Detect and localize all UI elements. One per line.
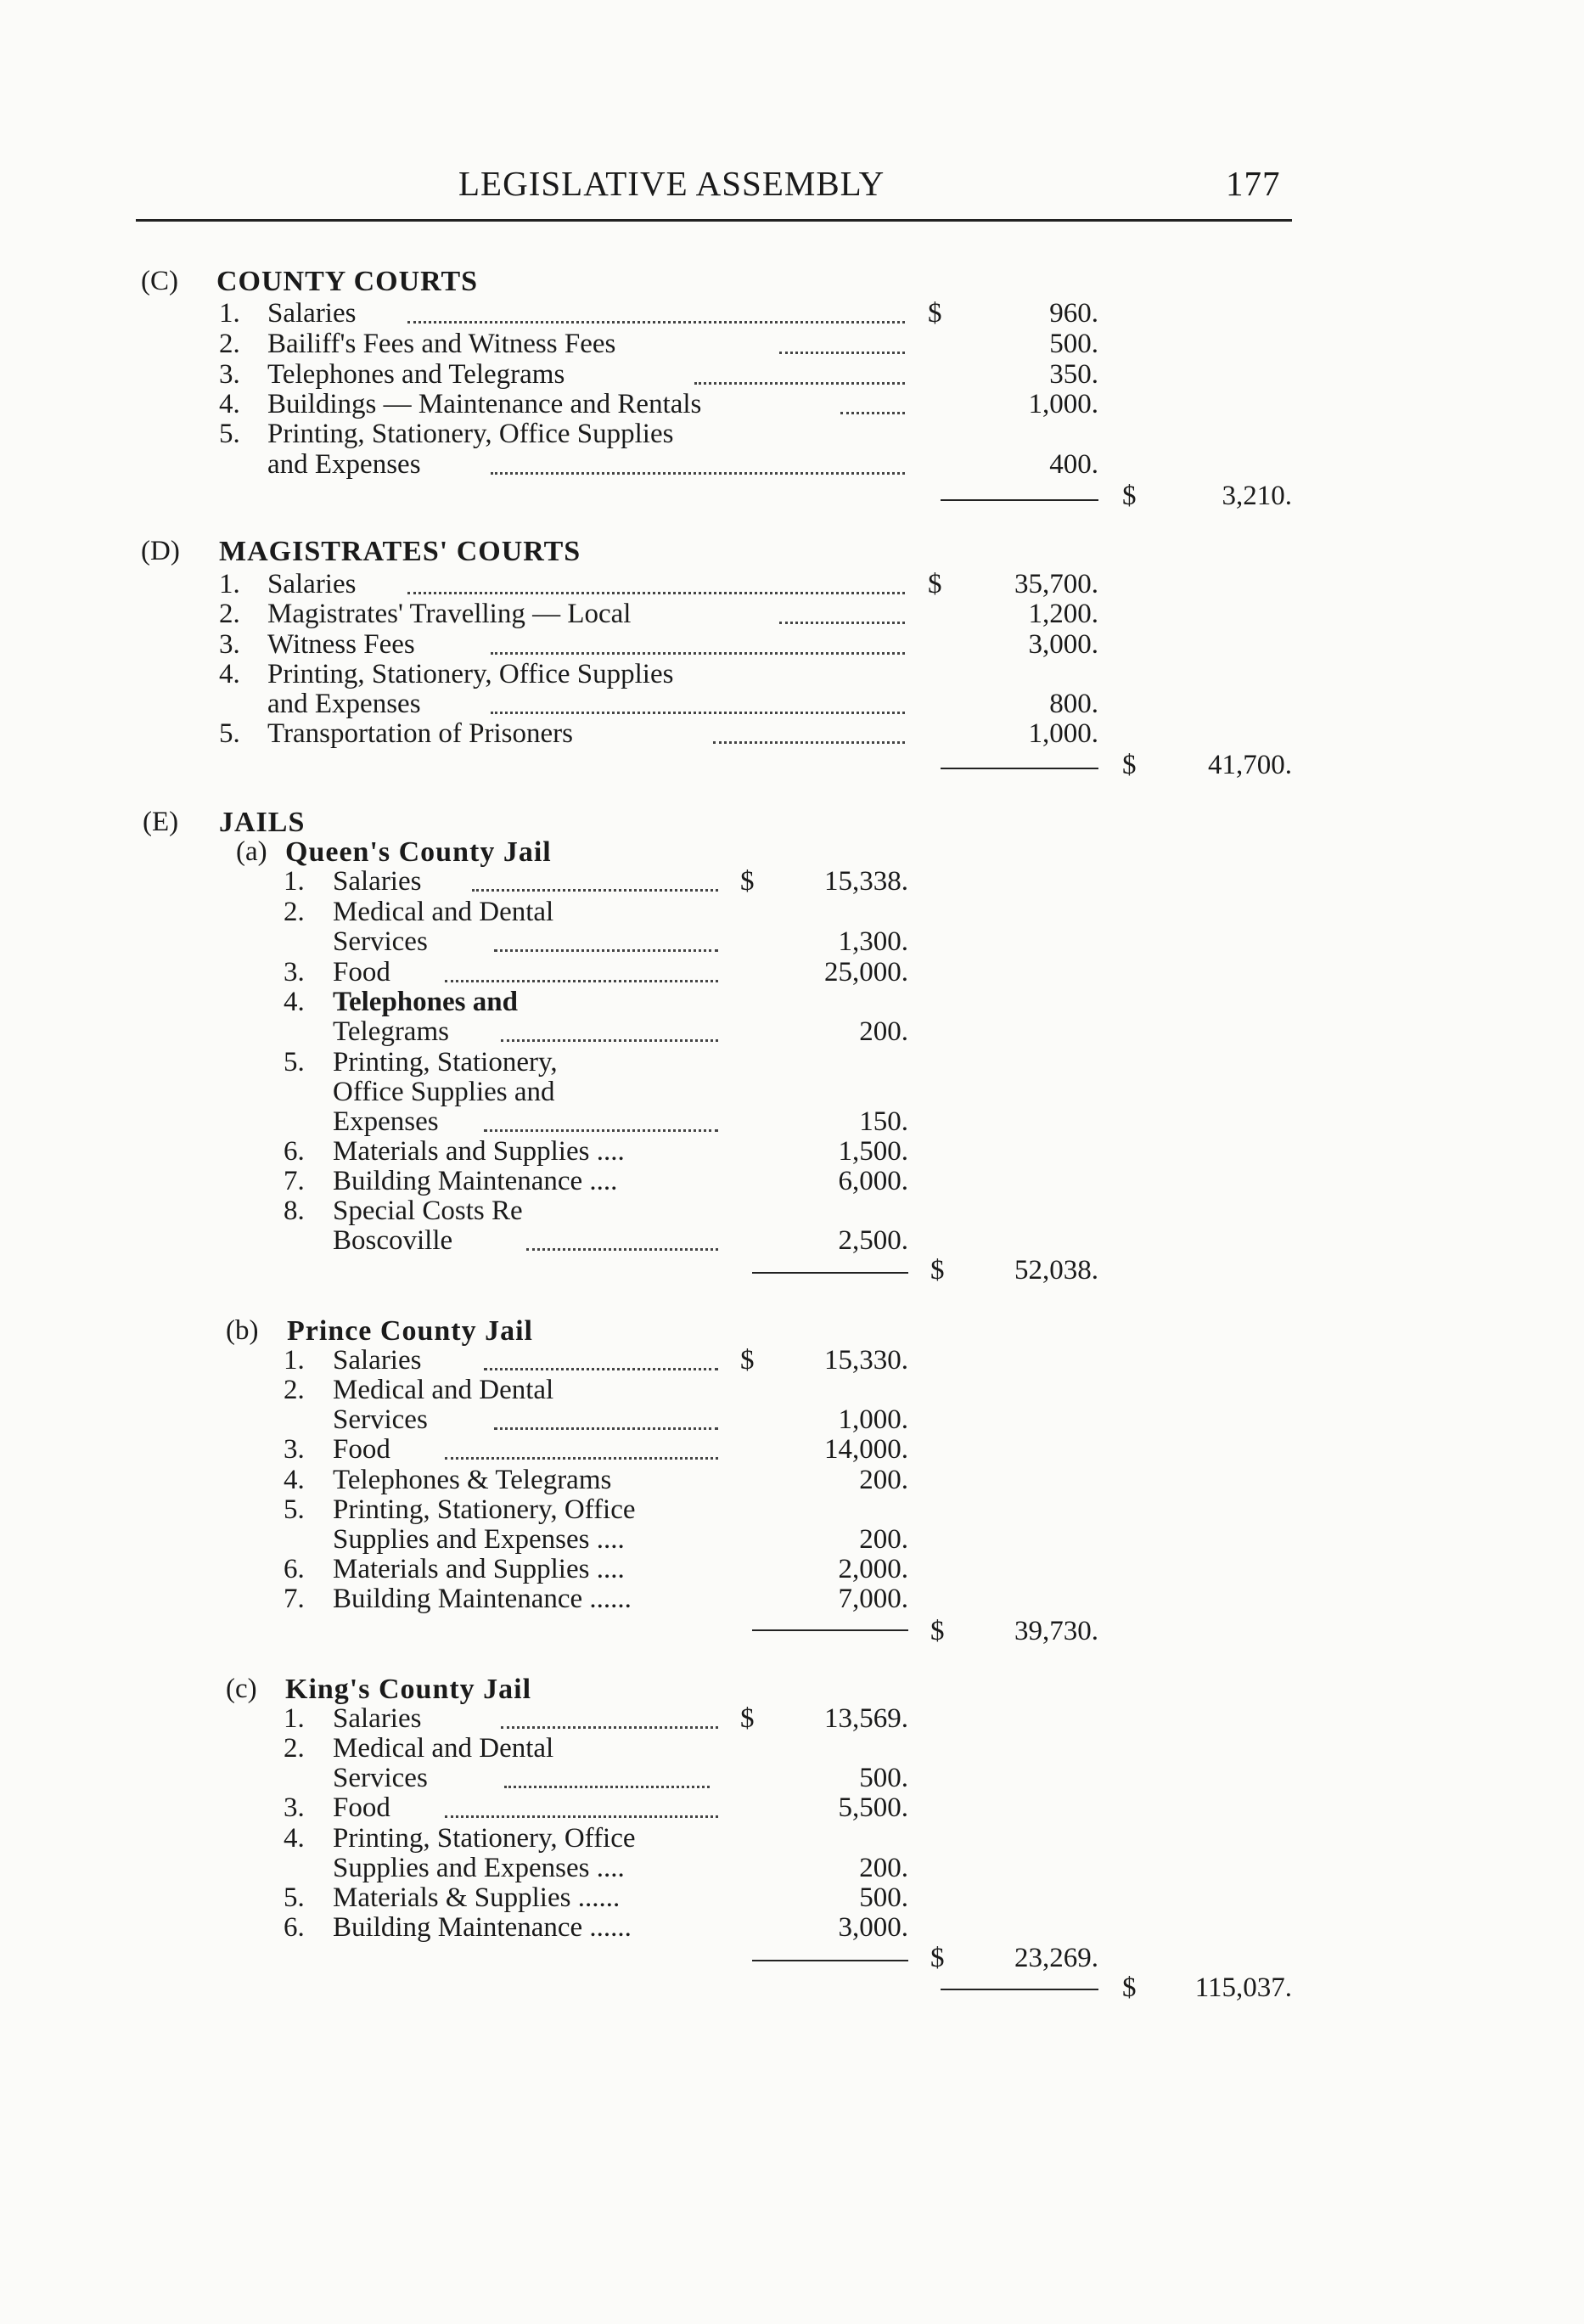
item-label: Building Maintenance ......: [333, 1912, 632, 1943]
item-number: 3.: [219, 359, 240, 390]
page-title: LEGISLATIVE ASSEMBLY: [458, 164, 885, 203]
subsection-letter: (a): [236, 836, 267, 867]
subsection-total: 23,269.: [1014, 1943, 1098, 1973]
subsection-title: King's County Jail: [285, 1674, 532, 1705]
section-letter: (D): [141, 536, 180, 566]
item-label: Printing, Stationery, Office: [333, 1494, 636, 1525]
item-label-cont: Services: [333, 1404, 428, 1435]
subtotal-rule: [941, 768, 1098, 769]
item-number: 3.: [284, 1792, 305, 1823]
item-amount: 1,000.: [1028, 389, 1098, 419]
item-amount: 1,000.: [838, 1404, 908, 1435]
item-amount: 15,330.: [824, 1345, 908, 1376]
item-amount: 200.: [859, 1465, 908, 1495]
subtotal-rule: [941, 1989, 1098, 1990]
dot-leader: [491, 652, 905, 655]
item-amount: 400.: [1049, 449, 1098, 480]
item-label: Transportation of Prisoners: [267, 718, 573, 749]
item-label-cont: Expenses: [333, 1106, 439, 1137]
dot-leader: [504, 1786, 710, 1788]
item-label: Medical and Dental: [333, 897, 554, 927]
dollar-sign: $: [930, 1255, 945, 1286]
item-label-cont: Office Supplies and: [333, 1077, 555, 1107]
dot-leader: [491, 712, 905, 714]
item-label: Telephones and Telegrams: [267, 359, 565, 390]
item-number: 5.: [219, 419, 240, 449]
item-number: 4.: [219, 659, 240, 689]
section-title: JAILS: [219, 807, 306, 838]
item-label: Salaries: [267, 298, 357, 329]
dollar-sign: $: [740, 866, 755, 897]
item-number: 2.: [219, 329, 240, 359]
item-number: 4.: [284, 1465, 305, 1495]
item-label: Materials and Supplies ....: [333, 1554, 625, 1584]
item-amount: 2,000.: [838, 1554, 908, 1584]
item-label: Magistrates' Travelling — Local: [267, 599, 632, 629]
item-amount: 13,569.: [824, 1703, 908, 1734]
dot-leader: [494, 949, 718, 952]
section-total: 115,037.: [1194, 1972, 1292, 2003]
item-amount: 5,500.: [838, 1792, 908, 1823]
item-number: 5.: [284, 1047, 305, 1078]
dollar-sign: $: [1122, 481, 1137, 511]
dot-leader: [779, 352, 905, 354]
item-label: Bailiff's Fees and Witness Fees: [267, 329, 616, 359]
subsection-letter: (c): [226, 1674, 257, 1704]
dot-leader: [491, 472, 905, 475]
item-amount: 200.: [859, 1016, 908, 1047]
item-label: Salaries: [333, 1703, 422, 1734]
item-number: 4.: [219, 389, 240, 419]
item-label: Materials and Supplies ....: [333, 1136, 625, 1167]
item-number: 2.: [284, 897, 305, 927]
item-number: 6.: [284, 1554, 305, 1584]
item-label: Building Maintenance ....: [333, 1166, 618, 1196]
item-amount: 800.: [1049, 689, 1098, 719]
item-label: Special Costs Re: [333, 1196, 523, 1226]
item-amount: 14,000.: [824, 1434, 908, 1465]
dollar-sign: $: [1122, 750, 1137, 780]
dot-leader: [445, 980, 718, 982]
item-label: Salaries: [333, 1345, 422, 1376]
dollar-sign: $: [930, 1616, 945, 1646]
header-rule: [136, 219, 1292, 222]
item-label: Salaries: [267, 569, 357, 599]
item-number: 6.: [284, 1912, 305, 1943]
subtotal-rule: [752, 1960, 908, 1961]
dot-leader: [484, 1368, 718, 1370]
item-label: Salaries: [333, 866, 422, 897]
dot-leader: [501, 1039, 718, 1042]
item-number: 3.: [284, 1434, 305, 1465]
section-title: MAGISTRATES' COURTS: [219, 536, 581, 567]
item-number: 1.: [284, 866, 305, 897]
item-label: Telephones and: [333, 987, 518, 1017]
item-label-cont: Boscoville: [333, 1225, 453, 1256]
section-letter: (E): [143, 807, 179, 837]
item-amount: 200.: [859, 1853, 908, 1883]
item-number: 5.: [219, 718, 240, 749]
item-number: 6.: [284, 1136, 305, 1167]
item-label: Building Maintenance ......: [333, 1584, 632, 1614]
item-label-cont: Supplies and Expenses ....: [333, 1524, 625, 1555]
item-number: 7.: [284, 1584, 305, 1614]
item-amount: 960.: [1049, 298, 1098, 329]
item-number: 1.: [219, 569, 240, 599]
dot-leader: [472, 889, 718, 892]
subtotal-rule: [941, 499, 1098, 501]
item-label: Printing, Stationery, Office Supplies: [267, 659, 674, 689]
item-number: 1.: [219, 298, 240, 329]
dot-leader: [445, 1457, 718, 1460]
item-amount: 6,000.: [838, 1166, 908, 1196]
dot-leader: [407, 321, 905, 324]
item-amount: 500.: [1049, 329, 1098, 359]
item-amount: 200.: [859, 1524, 908, 1555]
item-number: 8.: [284, 1196, 305, 1226]
item-number: 2.: [219, 599, 240, 629]
section-total: 3,210.: [1222, 481, 1292, 511]
page-number: 177: [1226, 164, 1281, 203]
item-amount: 25,000.: [824, 957, 908, 988]
item-label: Medical and Dental: [333, 1733, 554, 1764]
dollar-sign: $: [740, 1703, 755, 1734]
item-number: 5.: [284, 1882, 305, 1913]
dot-leader: [501, 1726, 718, 1729]
dot-leader: [694, 382, 905, 385]
item-label: Witness Fees: [267, 629, 415, 660]
dot-leader: [713, 741, 905, 744]
item-label: Food: [333, 1792, 390, 1823]
dollar-sign: $: [930, 1943, 945, 1973]
item-label: Telephones & Telegrams: [333, 1465, 612, 1495]
item-number: 1.: [284, 1345, 305, 1376]
item-label-cont: Services: [333, 926, 428, 957]
item-amount: 35,700.: [1014, 569, 1098, 599]
item-label: Food: [333, 1434, 390, 1465]
dollar-sign: $: [740, 1345, 755, 1376]
dot-leader: [494, 1427, 718, 1430]
item-label: Printing, Stationery, Office Supplies: [267, 419, 674, 449]
item-amount: 1,000.: [1028, 718, 1098, 749]
dollar-sign: $: [928, 569, 942, 599]
subtotal-rule: [752, 1629, 908, 1631]
item-number: 2.: [284, 1375, 305, 1405]
dot-leader: [840, 412, 905, 414]
item-number: 1.: [284, 1703, 305, 1734]
item-amount: 2,500.: [838, 1225, 908, 1256]
subsection-title: Queen's County Jail: [285, 836, 552, 868]
item-amount: 1,300.: [838, 926, 908, 957]
section-total: 41,700.: [1208, 750, 1292, 780]
dot-leader: [445, 1815, 718, 1818]
section-letter: (C): [141, 266, 178, 296]
subsection-letter: (b): [226, 1315, 259, 1346]
dot-leader: [484, 1129, 718, 1132]
item-amount: 150.: [859, 1106, 908, 1137]
dollar-sign: $: [1122, 1972, 1137, 2003]
dot-leader: [779, 622, 905, 624]
item-label: Printing, Stationery, Office: [333, 1823, 636, 1854]
item-label-cont: Services: [333, 1763, 428, 1793]
item-amount: 3,000.: [1028, 629, 1098, 660]
item-number: 4.: [284, 1823, 305, 1854]
item-label: Medical and Dental: [333, 1375, 554, 1405]
item-number: 3.: [284, 957, 305, 988]
item-label-cont: and Expenses: [267, 449, 421, 480]
item-number: 5.: [284, 1494, 305, 1525]
item-amount: 500.: [859, 1763, 908, 1793]
dot-leader: [407, 592, 905, 594]
item-amount: 7,000.: [838, 1584, 908, 1614]
item-number: 7.: [284, 1166, 305, 1196]
item-label: Printing, Stationery,: [333, 1047, 558, 1078]
item-amount: 1,200.: [1028, 599, 1098, 629]
section-title: COUNTY COURTS: [216, 266, 479, 297]
dollar-sign: $: [928, 298, 942, 329]
item-number: 4.: [284, 987, 305, 1017]
item-amount: 1,500.: [838, 1136, 908, 1167]
item-amount: 3,000.: [838, 1912, 908, 1943]
item-label-cont: Telegrams: [333, 1016, 449, 1047]
subsection-total: 52,038.: [1014, 1255, 1098, 1286]
item-label-cont: Supplies and Expenses ....: [333, 1853, 625, 1883]
item-label: Buildings — Maintenance and Rentals: [267, 389, 702, 419]
subtotal-rule: [752, 1272, 908, 1274]
item-label: Materials & Supplies ......: [333, 1882, 621, 1913]
item-label: Food: [333, 957, 390, 988]
item-amount: 350.: [1049, 359, 1098, 390]
item-number: 2.: [284, 1733, 305, 1764]
item-label-cont: and Expenses: [267, 689, 421, 719]
item-amount: 15,338.: [824, 866, 908, 897]
item-number: 3.: [219, 629, 240, 660]
subsection-title: Prince County Jail: [287, 1315, 533, 1347]
dot-leader: [526, 1248, 718, 1251]
subsection-total: 39,730.: [1014, 1616, 1098, 1646]
item-amount: 500.: [859, 1882, 908, 1913]
